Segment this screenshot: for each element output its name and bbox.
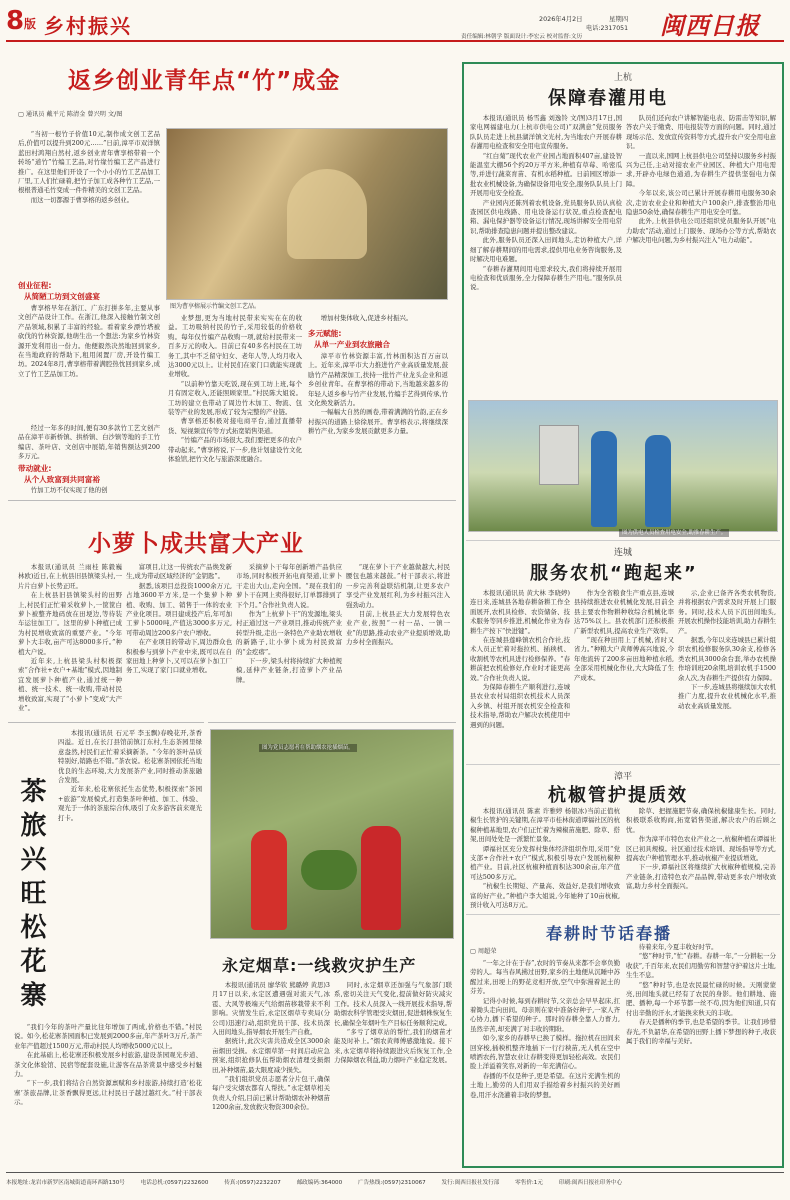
power-photo bbox=[468, 400, 778, 536]
electrician-figure-2 bbox=[645, 435, 671, 527]
power-cabinet bbox=[539, 425, 579, 485]
bamboo-col2: 业梦想,更为当地村民带来实实在在的收益。工坊吸纳村民的竹子,采用较低的价格收购。每年仅竹编产品收购一项,就给村民带来一百多万元的收入。目前已有40多名村民在工坊务工,其中不乏留守妇女、老年人等,人均月收入达3000元以上。让村民们在家门口就能实现就业增收。 “以前种竹靠天吃饭,现在到工坊上班,每个月有固定收入,还能照顾家里。”村民陈大姐说。工坊的建立也带动了周边竹木加工、物流、包装等产业的发展,形成了较为完整的产业链。 曹享榕还积极对接电商平台,通过直播带货、短视频宣传等方式拓宽销售渠道。 “竹编产品的市场很大,我们要把更多的农户带动起来。”曹享榕说,下一步,他计划建设竹文化体验馆,把竹文化与旅游深度融合。 bbox=[168, 314, 302, 464]
volunteer-figure-2 bbox=[361, 826, 401, 930]
radish-col4: “现在萝卜干产业越做越大,村民腰包也越来越鼓。”村干部表示,将进一步完善利益联结机制,让更多农户享受产业发展红利,为乡村振兴注入强劲动力。 目前,上杭县正大力发展特色农业产业,按照“一村一品、一镇一业”的思路,推动农业产业提质增效,助力乡村全面振兴。 bbox=[346, 563, 450, 647]
page-suffix: 版 bbox=[24, 17, 37, 31]
tea-body-top: 本报讯(通讯员 石元平 李玉飘)春晚花开,茶香四溢。近日,在长汀县馆前镇汀东村,生态茶园里绿意盎然,村民们正忙着采摘新茶。“今年的茶叶品质特别好,销路也不错。”茶农说。松花寨茶园依托当地优良的生态环境,大力发展茶产业,同时推动茶旅融合发展。 近年来,松花寨依托生态优势,积极探索“茶园+旅游”发展模式,打造集茶叶种植、加工、体验、观光于一体的茶旅综合体,吸引了众多游客前来观光打卡。 bbox=[58, 729, 202, 822]
power-col1: 本报讯(通讯员 杨雪鑫 刘逸铃 文/图)3月17日,国家电网福建电力(上杭市供电公司)“双满意”党员服务队队员走进上杭县湖洋镇文光村,为当地农户开展春耕春灌用电检查和安全用电宣传服务。 “红白菊”现代农业产业园占地面积407亩,建设智能温室大棚56个约20万平方米,种植有草莓、哈密瓜等,并进行蔬菜育苗、有机水稻种植。日前园区增添一批农业机械设备,为确保设备用电安全,服务队队员上门开展用电安全检查。 产业园内还陈列着农机设备,党员服务队员认真检查园区供电线路、用电设备运行状况,重点检查配电箱、漏电保护器等设备运行情况,现场讲解安全用电常识,帮助排查隐患问题并提出整改建议。 此外,服务队员还深入田间地头,走访种植大户,详细了解春耕期间的用电需求,提供用电业务咨询服务,及时解决用电难题。 “春耕春灌期间用电需求较大,我们将持续开展用电检查和优质服务,全力保障春耕生产用电。”服务队员说。 bbox=[470, 114, 622, 292]
article-farm-machinery bbox=[466, 540, 780, 760]
bamboo-photo-caption: 图为曹享榕展示竹编文创工艺品。 bbox=[170, 303, 261, 310]
tea-headline-char-6: 花 bbox=[20, 947, 48, 977]
radish-col2: 富项目,让这一传统农产品焕发新生,成为带动区域经济的“金钥匙”。 据悉,该项目总投资1000余万元,占地3600平方米,是一个集萝卜种植、收购、加工、销售于一体的农业产业化项目。项目建成投产后,年可加工萝卜5000吨,产值达3000多万元,可带动周边200多户农户增收。 在产业项目的带动下,周边群众也积极参与到萝卜产业中来,既可以在自家田地上种萝卜,又可以在萝卜加工厂务工,实现了家门口就业增收。 bbox=[126, 563, 232, 675]
footer-distribution: 发行:闽西日报社发行部 bbox=[441, 1180, 500, 1186]
power-photo-caption: 图为供电人员检查用电安全,助推春耕生产。 bbox=[619, 519, 729, 538]
issue-weekday: 星期四 bbox=[609, 15, 629, 23]
editors-line: 责任编辑:林朝学 版面设计:李宏云 校对监督:文历 bbox=[461, 34, 583, 40]
article-bamboo bbox=[8, 46, 456, 498]
tea-headline-char-7: 寨 bbox=[20, 981, 48, 1011]
issue-date: 2026年4月2日 bbox=[539, 15, 583, 23]
footer-switchboard: 电话总机:(0597)2232600 bbox=[140, 1180, 209, 1186]
tea-body-bottom: “我们今年的茶叶产量比往年增加了两成,价格也不错。”村民说。如今,松花寨茶园面积已发展到2000多亩,年产茶叶3万斤,茶产业年产值超过1500万元,带动村民人均增收5000元以上。 在此基础上,松花寨还积极发展乡村旅游,建设茶园观光步道、茶文化体验馆、民宿等配套设施,让游客在品茶赏景中感受乡村魅力。 “下一步,我们将结合自然资源禀赋和乡村旅游,持续打造‘松花寨’茶旅品牌,让茶香飘得更远,让村民日子越过越红火。”村干部表示。 bbox=[14, 1023, 202, 1107]
article-bamboo-byline: ▢ 通讯员 戴平元 陈清金 曾兴明 文/图 bbox=[18, 111, 123, 118]
seedling-basket bbox=[301, 850, 357, 890]
pepper-col2: 除草、把握施肥节奏,确保杭椒健康生长。同时,积极联系收购商,拓宽销售渠道,解决农户的后顾之忧。 作为漳平市特色农业产业之一,杭椒种植在谭福社区已初具规模。社区通过技术培训、现场指导等方式,提高农户种植管理水平,推动杭椒产业提质增效。 下一步,谭福社区将继续扩大杭椒种植规模,完善产业链条,打造特色农产品品牌,带动更多农户增收致富,助力乡村全面振兴。 bbox=[626, 807, 776, 891]
tobacco-col1: 本报讯(通讯员 廖华钦 熊璐婷 黄思)3月17日以来,永定区遭遇强对流天气,冰雹、大风等极端天气给烟苗移栽带来不利影响。灾情发生后,永定区烟草专卖局(分公司)迅速行动,组织党员干部、技术员深入田间地头,指导烟农开展生产自救。 据统计,此次灾害共造成全区3000余亩烟田受损。永定烟草第一时间启动应急预案,组织抢修队伍帮助烟农清理受损烟田,补种烟苗,最大限度减少损失。 “我们组织党员志愿者分片包干,确保每户受灾烟农都有人帮扶。”永定烟草相关负责人介绍,目前已累计帮助烟农补种烟苗1200余亩,发放救灾物资300余份。 bbox=[212, 981, 330, 1112]
bamboo-body-2: 经过一年多的时间,便有30多款竹工艺文创产品在漳平市新桥镇、拱桥镇、白沙镇等地的手工竹编店、茶叶店、文创店中展销,年销售额达到200多万元。 bbox=[18, 424, 160, 461]
footer-postcode: 邮政编码:364000 bbox=[296, 1180, 343, 1186]
tea-headline-char-4: 旺 bbox=[20, 879, 48, 909]
bamboo-subhead-3b: 从单一产业到农旅融合 bbox=[314, 340, 390, 349]
newspaper-logo: 闽西日报 bbox=[660, 11, 760, 40]
machinery-col3: 示,企业已备齐各类农机物资,并将根据农户需求及时开展上门服务。同时,技术人员下沉田间地头,开展农机操作技能培训,助力春耕生产。 据悉,今年以来连城县已累计组织农机检修服务队30余支,检修各类农机具3000余台套,举办农机操作培训班20余期,培训农机手1500余人次,为春耕生产提供有力保障。 下一步,连城县将继续加大农机推广力度,提升农业机械化水平,推动农业高质量发展。 bbox=[678, 589, 776, 710]
article-spring-sowing bbox=[466, 914, 780, 1166]
tea-headline-char-1: 茶 bbox=[20, 777, 48, 807]
article-tea bbox=[8, 722, 204, 1166]
tea-headline-char-5: 松 bbox=[20, 913, 48, 943]
page-header bbox=[6, 6, 784, 38]
tobacco-photo bbox=[210, 729, 454, 939]
power-col2: 队员们还向农户讲解智能电表、防雷击等知识,解答农户关于缴费、用电报装等方面的问题。同时,通过现场示范、发放宣传资料等方式,提升农户安全用电意识。 一直以来,国网上杭县供电公司坚持以服务乡村振兴为己任,主动对接农业产业园区、种植大户用电需求,开辟办电绿色通道,为春耕生产提供坚强电力保障。 今年以来,该公司已累计开展春耕用电服务30余次,走访农业企业和种植大户100余户,排查整治用电隐患50余处,确保春耕生产用电安全可靠。 此外,上杭县供电公司还组织党员服务队开展“电力助农”活动,通过上门服务、现场办公等方式,帮助农户解决用电问题,为乡村振兴注入“电力动能”。 bbox=[626, 114, 776, 245]
bamboo-body-1: 曹享榕早年在浙江、广东打拼多年,主要从事文创产品设计工作。在浙江,他深入接触竹制文创产品领域,积累了丰富的经验。看着家乡漂竹塔被砍伐的竹林资源,他萌生出一个想法:为家乡竹林资源开发利用出一份力。他便毅然决然地回到家乡,在当地政府的帮助下,租用闲置厂房,开设竹编工坊。2024年8月,曹享榕带着满腔热忱回到家乡,成立了竹工艺品加工坊。 bbox=[18, 304, 160, 378]
bamboo-col3a: 增加村集体收入,促进乡村振兴。 bbox=[320, 314, 413, 322]
article-tobacco-headline: 永定烟草:一线救灾护生产 bbox=[222, 956, 417, 975]
footer-ad-hotline: 广告热线:(0597)2310067 bbox=[357, 1180, 426, 1186]
newsroom-phone: 电话:2317051 bbox=[586, 25, 629, 32]
article-pepper-headline: 杭椒管护提质效 bbox=[548, 785, 688, 806]
volunteer-figure-1 bbox=[251, 830, 287, 930]
radish-col3: 采摘萝卜干每年创新增产品供应市场,同时积极开拓电商渠道,让萝卜干走出大山,走向全国。“现在我们的萝卜干在网上卖得很好,订单都排到了下个月。”合作社负责人说。 作为“上杭萝卜干”的发源地,梁头村正通过这一产业项目,推动传统产业转型升级,走出一条特色产业助农增收的新路子,让小萝卜成为村民致富的“金疙瘩”。 下一步,梁头村将持续扩大种植规模,延伸产业链条,打造萝卜产业品牌。 bbox=[236, 563, 342, 684]
tobacco-photo-caption: 图为党员志愿者在帮助烟农抢插烟苗。 bbox=[259, 734, 357, 753]
article-radish-headline: 小萝卜成共富大产业 bbox=[88, 531, 304, 557]
article-power-headline: 保障春灌用电 bbox=[548, 88, 668, 109]
bamboo-subhead-1b: 从简陋工坊到文创盛宴 bbox=[24, 292, 100, 301]
radish-col1: 本报讯(通讯员 兰雨桂 陈毅巍 林欧)近日,在上杭县旧县镇梁头村,一片片白萝卜长势正旺。 在上杭县旧县镇梁头村的田野上,村民们正忙着采收萝卜,一筐筐白萝卜被整齐地码放在田埂边,等待装车运往加工厂。这里的萝卜种植已成为村民增收致富的重要产业。“今年萝卜大丰收,亩产可达8000多斤。”种植大户说。 近年来,上杭县梁头村积极探索“合作社+农户+基地”模式,因地制宜发展萝卜种植产业,通过统一种植、统一技术、统一收购,带动村民增收致富,实现了“小萝卜”变成“大产业”。 bbox=[18, 563, 122, 713]
tea-headline-char-3: 兴 bbox=[20, 845, 48, 875]
machinery-col2: 作为全省粮食生产重点县,连城县持续推进农业机械化发展,目前全县主要农作物耕种收综合机械化率达75%以上。县农机部门还积极推广新型农机具,提高农业生产效率。 “现在种田用上了机械,省时又省力。”种粮大户黄师傅高兴地说,今年他流转了200多亩田地种植水稻,全部采用机械化作业,大大降低了生产成本。 bbox=[574, 589, 674, 682]
bamboo-subhead-1: 创业征程: bbox=[18, 281, 52, 290]
pepper-kicker: 漳平 bbox=[613, 772, 632, 782]
article-tobacco bbox=[208, 722, 456, 1166]
article-radish bbox=[8, 500, 456, 720]
tobacco-col2: 同时,永定烟草还加强与气象部门联系,密切关注天气变化,提前做好防灾减灾工作。技术人员深入一线开展技术指导,帮助烟农科学管理受灾烟田,促进烟株恢复生长,确保全年烟叶生产目标任务顺利完成。 “多亏了烟草站的帮忙,我们的烟苗才能及时补上。”烟农黄师傅感激地说。接下来,永定烟草将持续跟进灾后恢复工作,全力保障烟农利益,助力烟叶产业稳定发展。 bbox=[334, 981, 452, 1065]
section-title: 乡村振兴 bbox=[44, 14, 132, 38]
sowing-col1: “一年之计在于春”,农时的节奏从来都不会辜负勤劳的人。每当春风拂过田野,家乡的土地便从沉睡中苏醒过来,田埂上的野花竞相开放,空气中弥漫着泥土的芬芳。 记得小时候,每到春耕时节,父亲总会早早起床,扛着锄头走向田间。母亲则在家中准备好种子,一家人齐心协力,播下希望的种子。那时的春耕全靠人力畜力,虽然辛苦,却充满了对丰收的期盼。 如今,家乡的春耕早已换了模样。拖拉机在田间来回穿梭,插秧机整齐地插下一行行秧苗,无人机在空中喷洒农药,智慧农业让春耕变得更加轻松高效。农民们脸上洋溢着笑容,对新的一年充满信心。 春播的不仅是种子,更是希望。在这片充满生机的土地上,勤劳的人们用双手描绘着乡村振兴的美好画卷,用汗水浇灌着丰收的梦想。 bbox=[470, 959, 620, 1099]
pepper-col1: 本报讯(通讯员 陈素 许雅婷 杨银冰)当前正值杭椒生长管护的关键期,在漳平市桂林街道谭福社区的杭椒种植基地里,农户们正忙着为辣椒苗施肥、除草、搭架,田间处处是一派繁忙景象。 谭福社区充分发挥村集体经济组织作用,采用“党支部+合作社+农户”模式,积极引导农户发展杭椒种植产业。目前,社区杭椒种植面积达300余亩,年产值可达500多万元。 “杭椒生长期短、产量高、效益好,是我们增收致富的好产业。”种植户李大姐说,今年她种了10亩杭椒,预计收入可达8万元。 bbox=[470, 807, 620, 910]
article-machinery-headline: 服务农机“跑起来” bbox=[530, 563, 698, 584]
machinery-kicker: 连城 bbox=[613, 548, 632, 558]
tea-headline-char-2: 旅 bbox=[20, 811, 48, 841]
article-sowing-headline: 春耕时节话春播 bbox=[546, 924, 673, 943]
article-bamboo-lead: “当初一根竹子价值10元,制作成文创工艺品后,价值可以提升到200元……”日前,漳平市双洋镇蓝田村鸿翔自然村,返乡创业青年曹享榕带着一个转场“道竹”竹编工艺品,对竹缘竹编工艺产品进行推广。在这里他们开设了一个小小的竹工艺品加工厂里,工人们忙碌着,把竹子加工成各种竹工艺品,一根根普通毛竹变成一件件精美的文创工艺品。 而这一切都源于曹享榕的返乡创业。 bbox=[18, 130, 160, 204]
sowing-author: ▢ 周超荣 bbox=[470, 948, 497, 955]
bamboo-craft-shape bbox=[287, 169, 367, 259]
power-kicker: 上杭 bbox=[613, 73, 632, 83]
footer-price: 零售价:1元 bbox=[515, 1180, 543, 1186]
article-power bbox=[466, 66, 780, 536]
sowing-col2: 待着来年,今夏丰收好时节。 “悠”种时节,“忙”春耕。春耕一年,“一分耕耘一分收获”,千百年来,农民们用勤劳和智慧守护着这片土地,生生不息。 “悠”种时节,也是农民最忙碌的时候。天刚蒙蒙亮,田间地头就已经有了农民的身影。他们耕地、施肥、播种,每一个环节都一丝不苟,因为他们知道,只有付出辛勤的汗水,才能换来秋天的丰收。 春天是播种的季节,也是希望的季节。让我们珍惜春光,不负韶华,在希望的田野上播下梦想的种子,收获属于我们的幸福与美好。 bbox=[626, 943, 776, 1046]
tea-vertical-headline bbox=[14, 775, 54, 1013]
article-bamboo-headline: 返乡创业青年点“竹”成金 bbox=[68, 68, 341, 94]
bamboo-subhead-2b: 从个人致富到共同富裕 bbox=[24, 475, 100, 484]
bamboo-photo bbox=[166, 128, 448, 300]
footer-rule bbox=[6, 1172, 784, 1173]
article-pepper bbox=[466, 764, 780, 912]
bamboo-body-3: 竹加工坊不仅实现了他的创 bbox=[30, 486, 108, 494]
bamboo-subhead-3: 多元赋能: bbox=[308, 329, 342, 338]
footer-fax: 传真:(0597)2232207 bbox=[224, 1180, 281, 1186]
footer-address: 本报地址:龙岩市新罗区南城街道南环西路130号 bbox=[6, 1180, 125, 1186]
footer bbox=[6, 1178, 784, 1192]
footer-printer: 印刷:闽西日报社印务中心 bbox=[558, 1180, 623, 1186]
electrician-figure-1 bbox=[591, 431, 617, 527]
header-rule bbox=[6, 40, 784, 42]
bamboo-col3: 漳平市竹林资源丰富,竹林面积达百万亩以上。近年来,漳平市大力推进竹产业高质量发展,鼓励竹产品精深加工,扶持一批竹产业龙头企业和返乡创业青年。在曹享榕的带动下,当地越来越多的年轻人返乡参与竹产业发展,竹编手艺得到传承,竹文化焕发新活力。 一幅幅大自然的画卷,带着满满的竹韵,正在乡村振兴的道路上徐徐展开。曹享榕表示,将继续深耕竹产业,为家乡发展贡献更多力量。 bbox=[308, 352, 448, 436]
page-number: 8 bbox=[6, 6, 25, 36]
bamboo-subhead-2: 带动就业: bbox=[18, 464, 52, 473]
machinery-col1: 本报讯(通讯员 黄大林 李晓婷)连日来,连城县各地春耕备耕工作全面展开,农机具检修、农资储备、技术服务等同步推进,机械化作业为春耕生产按下“快进键”。 在连城县莲峰镇农机合作社,技术人员正忙着对拖拉机、插秧机、收割机等农机具进行检修保养。“春耕前把农机检修好,作业时才能更高效。”合作社负责人说。 为保障春耕生产顺利进行,连城县农业农村局组织农机技术人员深入乡镇、村组开展农机安全检查和技术指导,帮助农户解决农机使用中遇到的问题。 bbox=[470, 589, 570, 729]
